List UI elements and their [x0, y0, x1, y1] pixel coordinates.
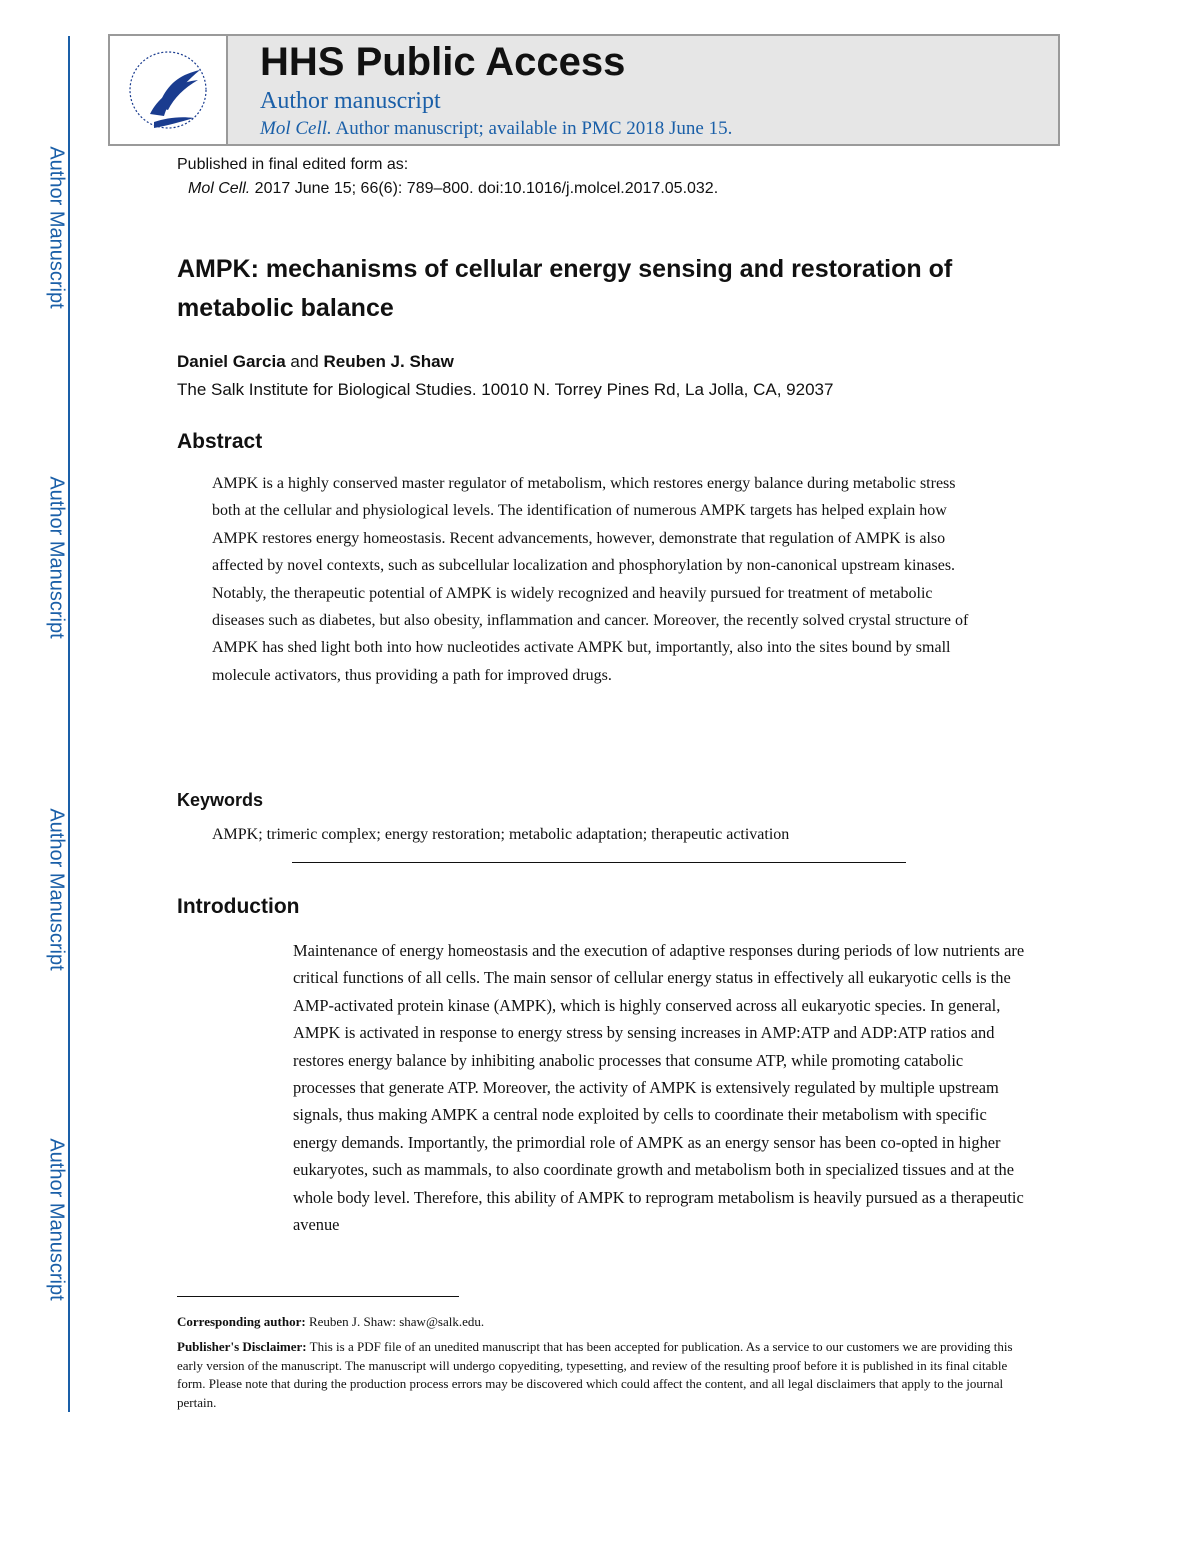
banner-title: HHS Public Access	[260, 40, 626, 84]
introduction-heading: Introduction	[177, 895, 300, 918]
author-name: Reuben J. Shaw	[323, 352, 454, 371]
disclaimer-text: This is a PDF file of an unedited manuscript that has been accepted for publication. As a service to our customers we are providing this early version of the manuscript. The manuscript will undergo copyediting, typesetting, and review of the resulting proof before it is published in its final citable form. Please note that during the production process errors may be discovered which could affect the content, and all legal disclaimers that apply to the journal pertain.	[177, 1339, 1013, 1410]
disclaimer-label: Publisher's Disclaimer:	[177, 1339, 307, 1354]
abstract-heading: Abstract	[177, 430, 263, 453]
banner-journal: Mol Cell.	[260, 118, 332, 139]
citation	[188, 180, 718, 198]
citation-text: 2017 June 15; 66(6): 789–800. doi:10.1016/j.molcel.2017.05.032.	[250, 180, 719, 197]
banner-subtitle: Author manuscript	[260, 88, 441, 114]
sidebar-rule	[68, 36, 70, 1412]
introduction-text: Maintenance of energy homeostasis and the execution of adaptive responses during periods of low nutrients are critical functions of all cells. The main sensor of cellular energy status in effectively all eukaryotic cells is the AMP-activated protein kinase (AMPK), which is highly conserved across all eukaryotic species. In general, AMPK is activated in response to energy stress by sensing increases in AMP:ATP and ADP:ATP ratios and restores energy balance by inhibiting anabolic processes that consume ATP, while promoting catabolic processes that generate ATP. Moreover, the activity of AMPK is extensively regulated by multiple upstream signals, thus making AMPK a central node exploited by cells to coordinate their metabolism with specific energy demands. Importantly, the primordial role of AMPK as an energy sensor has been co-opted in higher eukaryotes, such as mammals, to also coordinate growth and metabolism both in specialized tissues and at the whole body level. Therefore, this ability of AMPK to reprogram metabolism is heavily pursued as a therapeutic avenue	[293, 941, 1025, 1235]
sidebar-label: Author Manuscript	[45, 808, 68, 971]
banner-availability	[260, 118, 732, 140]
affiliation: The Salk Institute for Biological Studies. 10010 N. Torrey Pines Rd, La Jolla, CA, 92037	[177, 380, 834, 399]
hhs-logo	[110, 36, 228, 144]
author-conjunction: and	[285, 352, 324, 371]
corresponding-label: Corresponding author:	[177, 1314, 306, 1329]
published-label: Published in final edited form as:	[177, 156, 409, 173]
eagle-logo-icon	[110, 36, 226, 144]
hhs-banner	[108, 34, 1060, 146]
footnote-divider	[177, 1296, 459, 1297]
corresponding-author	[177, 1314, 484, 1330]
abstract-text: AMPK is a highly conserved master regulator of metabolism, which restores energy balance during metabolic stress both at the cellular and physiological levels. The identification of numerous AMPK targets has helped explain how AMPK restores energy homeostasis. Recent advancements, however, demonstrate that regulation of AMPK is also affected by novel contexts, such as subcellular localization and phosphorylation by non-canonical upstream kinases. Notably, the therapeutic potential of AMPK is widely recognized and heavily pursued for treatment of metabolic diseases such as diabetes, but also obesity, inflammation and cancer. Moreover, the recently solved crystal structure of AMPK has shed light both into how nucleotides activate AMPK but, importantly, also into the sites bound by small molecule activators, thus providing a path for improved drugs.	[212, 475, 969, 684]
keywords-heading: Keywords	[177, 790, 264, 810]
corresponding-text: Reuben J. Shaw: shaw@salk.edu.	[305, 1314, 485, 1329]
keywords-text: AMPK; trimeric complex; energy restoration; metabolic adaptation; therapeutic activation	[212, 826, 790, 843]
sidebar-label: Author Manuscript	[45, 476, 68, 639]
keywords-divider	[292, 862, 906, 863]
publisher-disclaimer	[177, 1338, 1027, 1412]
authors	[177, 352, 454, 372]
author-name: Daniel Garcia	[177, 352, 286, 371]
citation-journal: Mol Cell.	[188, 180, 251, 197]
banner-availability-text: Author manuscript; available in PMC 2018 June 15.	[331, 118, 733, 139]
sidebar-label: Author Manuscript	[45, 1138, 68, 1301]
article-title: AMPK: mechanisms of cellular energy sensing and restoration of metabolic balance	[177, 255, 953, 322]
author-manuscript-sidebar	[0, 0, 72, 1553]
sidebar-label: Author Manuscript	[45, 146, 68, 309]
